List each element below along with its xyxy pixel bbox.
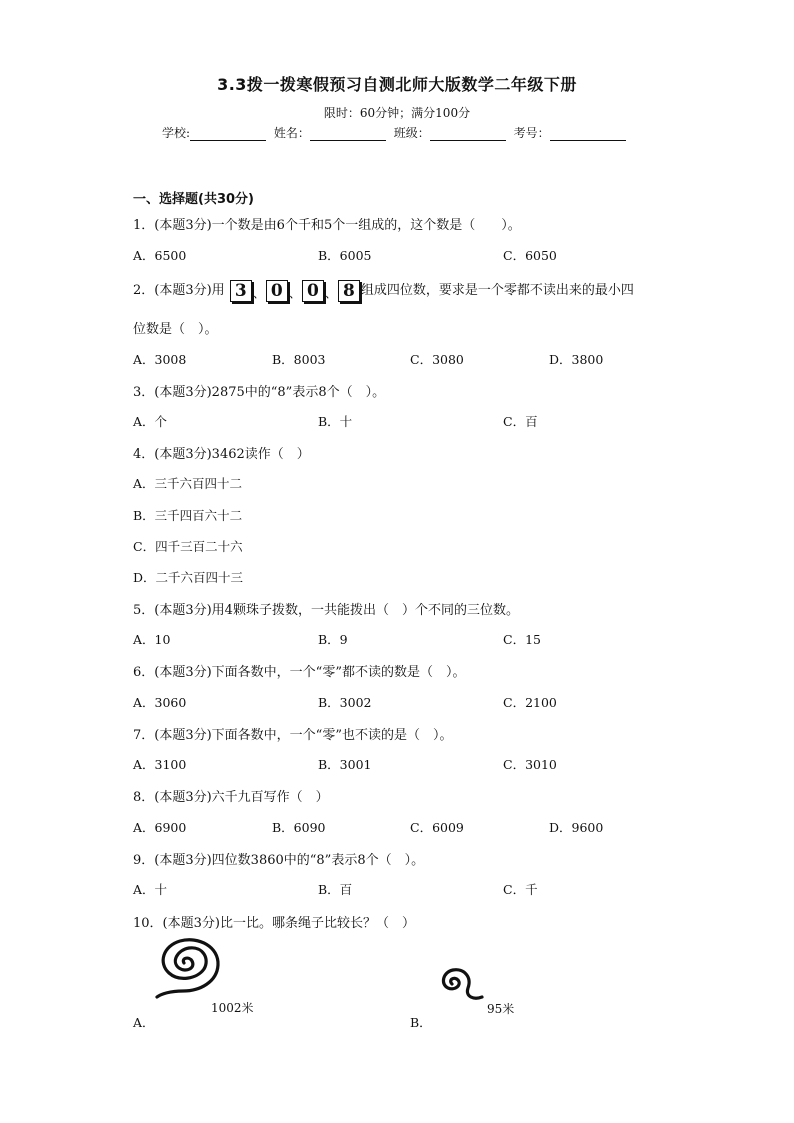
q2-option-c[interactable]: C．3080 [410, 352, 464, 367]
q4-option-c[interactable]: C．四千三百二十六 [133, 539, 243, 554]
q2-option-b[interactable]: B．8003 [272, 352, 326, 367]
q8-option-c[interactable]: C．6009 [410, 820, 464, 835]
q8-option-d[interactable]: D．9600 [549, 820, 604, 835]
q8-option-b[interactable]: B．6090 [272, 820, 326, 835]
q2-stem-start: 2．(本题3分)用 [133, 283, 225, 298]
question-7: 7．(本题3分)下面各数中，一个“零”也不读的是（ ）。 [133, 728, 453, 743]
question-6: 6．(本题3分)下面各数中，一个“零”都不读的数是（ ）。 [133, 665, 466, 680]
section-heading: 一、选择题(共30分) [133, 192, 254, 207]
long-rope-length-label: 1002米 [211, 1001, 254, 1015]
q10-option-a[interactable]: A． [133, 1015, 155, 1030]
exam-number-label: 考号： [513, 126, 550, 140]
q2-stem-continuation: 位数是（ ）。 [133, 322, 218, 337]
q9-option-a[interactable]: A．十 [133, 882, 168, 897]
separator: 、 [252, 286, 265, 301]
question-2 [133, 279, 634, 302]
class-blank[interactable] [430, 128, 506, 141]
digit-card-4: 8 [338, 280, 360, 302]
q3-option-c[interactable]: C．百 [503, 414, 538, 429]
question-3: 3．(本题3分)2875中的“8”表示8个（ ）。 [133, 385, 386, 400]
q5-option-c[interactable]: C．15 [503, 632, 541, 647]
q7-option-b[interactable]: B．3001 [318, 757, 372, 772]
question-5: 5．(本题3分)用4颗珠子拨数，一共能拨出（ ）个不同的三位数。 [133, 603, 519, 618]
exam-subtitle: 限时：60分钟；满分100分 [323, 106, 471, 120]
q6-option-a[interactable]: A．3060 [133, 695, 187, 710]
q2-stem-end: 组成四位数，要求是一个零都不读出来的最小四 [360, 283, 634, 298]
student-info-row [162, 124, 630, 141]
question-4: 4．(本题3分)3462读作（ ） [133, 447, 310, 462]
q2-option-d[interactable]: D．3800 [549, 352, 604, 367]
school-label: 学校: [162, 126, 191, 140]
q3-option-b[interactable]: B．十 [318, 414, 353, 429]
q3-option-a[interactable]: A．个 [133, 414, 168, 429]
q4-option-b[interactable]: B．三千四百六十二 [133, 508, 243, 523]
q7-option-c[interactable]: C．3010 [503, 757, 557, 772]
school-blank[interactable] [190, 128, 266, 141]
short-rope-spiral-icon [430, 962, 490, 1007]
digit-card-2: 0 [266, 280, 288, 302]
question-10: 10．(本题3分)比一比。哪条绳子比较长？（ ） [133, 916, 415, 931]
question-9: 9．(本题3分)四位数3860中的“8”表示8个（ ）。 [133, 853, 425, 868]
name-label: 姓名： [273, 126, 310, 140]
short-rope-length-label: 95米 [487, 1002, 515, 1016]
q7-option-a[interactable]: A．3100 [133, 757, 187, 772]
exam-number-blank[interactable] [550, 128, 626, 141]
q9-option-b[interactable]: B．百 [318, 882, 353, 897]
q8-option-a[interactable]: A．6900 [133, 820, 187, 835]
q6-option-c[interactable]: C．2100 [503, 695, 557, 710]
q5-option-a[interactable]: A．10 [133, 632, 171, 647]
class-label: 班级： [393, 126, 430, 140]
question-1: 1．(本题3分)一个数是由6个千和5个一组成的，这个数是（ ）。 [133, 218, 521, 233]
q1-option-b[interactable]: B．6005 [318, 248, 372, 263]
question-8: 8．(本题3分)六千九百写作（ ） [133, 790, 329, 805]
q9-option-c[interactable]: C．千 [503, 882, 538, 897]
separator: 、 [288, 286, 301, 301]
page-title: 3.3拨一拨寒假预习自测北师大版数学二年级下册 [217, 75, 577, 94]
separator: 、 [324, 286, 337, 301]
q4-option-d[interactable]: D．二千六百四十三 [133, 570, 244, 585]
q2-option-a[interactable]: A．3008 [133, 352, 187, 367]
q1-option-c[interactable]: C．6050 [503, 248, 557, 263]
q5-option-b[interactable]: B．9 [318, 632, 348, 647]
q4-option-a[interactable]: A．三千六百四十二 [133, 476, 243, 491]
digit-card-1: 3 [230, 280, 252, 302]
long-rope-spiral-icon [150, 937, 260, 1007]
name-blank[interactable] [310, 128, 386, 141]
digit-card-3: 0 [302, 280, 324, 302]
q6-option-b[interactable]: B．3002 [318, 695, 372, 710]
q10-option-b[interactable]: B． [410, 1015, 432, 1030]
q1-option-a[interactable]: A．6500 [133, 248, 187, 263]
